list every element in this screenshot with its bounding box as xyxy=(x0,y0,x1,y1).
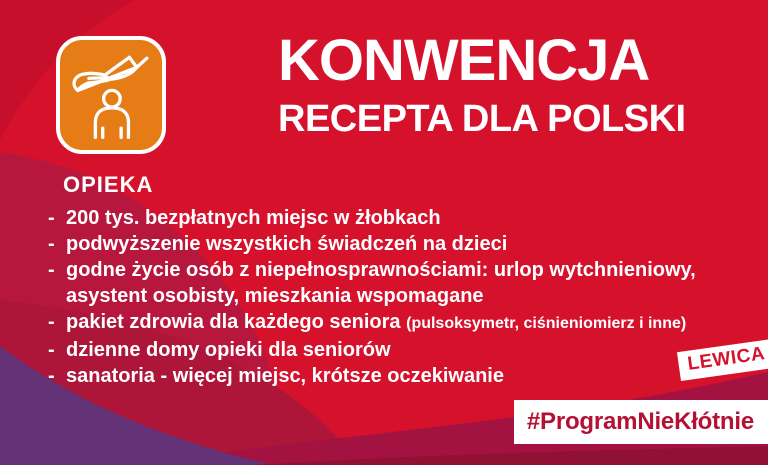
bullet-marker: - xyxy=(48,365,55,387)
bullet-marker: - xyxy=(48,311,55,333)
list-item xyxy=(48,231,756,257)
category-icon-card xyxy=(56,36,166,154)
bullet-text xyxy=(66,309,756,337)
bullet-marker: - xyxy=(48,259,55,281)
bullet-list xyxy=(48,205,756,389)
hashtag-text: #ProgramNieKłótnie xyxy=(526,408,754,435)
party-logo-badge: LEWICA xyxy=(677,338,768,381)
list-item xyxy=(48,309,756,337)
poster-title: KONWENCJA xyxy=(278,28,650,93)
bullet-main-text: pakiet zdrowia dla każdego seniora xyxy=(66,311,401,333)
category-label: OPIEKA xyxy=(63,172,154,197)
bullet-text: godne życie osób z niepełnosprawnościami: urlop wytchnieniowy, asystent osobisty, mieszkania wspomagane xyxy=(66,259,696,307)
bullet-text: dzienne domy opieki dla seniorów xyxy=(66,339,391,361)
poster-subtitle: RECEPTA DLA POLSKI xyxy=(278,98,686,140)
list-item xyxy=(48,205,756,231)
bullet-text: podwyższenie wszystkich świadczeń na dzieci xyxy=(66,233,508,255)
list-item xyxy=(48,257,756,309)
bullet-text: sanatoria - więcej miejsc, krótsze oczekiwanie xyxy=(66,365,504,387)
bullet-marker: - xyxy=(48,207,55,229)
care-hand-over-person-icon xyxy=(65,47,157,143)
bullet-note: (pulsoksymetr, ciśnieniomierz i inne) xyxy=(406,315,687,332)
list-item xyxy=(48,337,756,363)
bullet-text: 200 tys. bezpłatnych miejsc w żłobkach xyxy=(66,207,441,229)
bullet-marker: - xyxy=(48,233,55,255)
list-item xyxy=(48,363,756,389)
bullet-marker: - xyxy=(48,339,55,361)
hashtag-banner xyxy=(514,400,768,444)
title-block xyxy=(278,28,760,141)
